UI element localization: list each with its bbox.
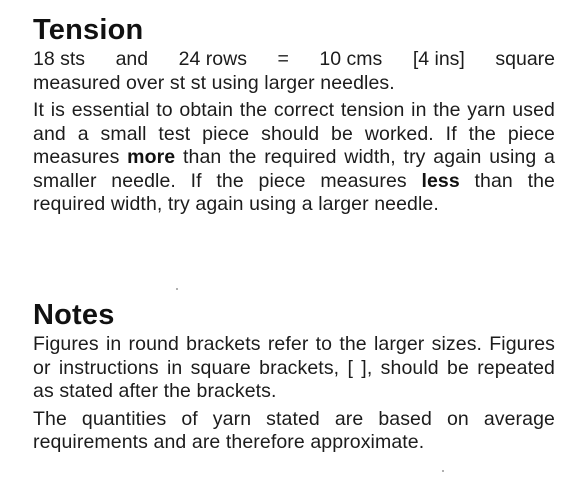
tension-heading: Tension — [33, 14, 144, 46]
gauge-imperial: [4 ins] — [412, 48, 465, 70]
gauge-stitches: 18 sts — [33, 48, 86, 70]
notes-quantities-paragraph: The quantities of yarn stated are based on average requirements and are therefore approximate. — [33, 407, 555, 453]
print-speck — [176, 288, 178, 290]
gauge-shape: square — [495, 48, 555, 70]
tension-gauge-line — [33, 48, 555, 72]
gauge-equals: = — [277, 48, 289, 70]
tension-gauge-line2: measured over st st using larger needles. — [33, 71, 395, 94]
print-speck — [442, 470, 444, 472]
gauge-and: and — [115, 48, 149, 70]
notes-heading: Notes — [33, 299, 115, 331]
emphasis-less: less — [421, 169, 460, 192]
gauge-size: 10 cms — [319, 48, 383, 70]
tension-section — [33, 12, 555, 221]
notes-brackets-paragraph: Figures in round brackets refer to the larger sizes. Figures or instructions in square brackets, [ ], should be repeated as stated after the brackets. — [33, 333, 555, 402]
gauge-rows: 24 rows — [178, 48, 247, 70]
emphasis-more: more — [127, 146, 176, 168]
notes-section — [33, 297, 555, 459]
tension-advice-paragraph: It is essential to obtain the correct tension in the yarn used and a small test piece should be worked. If the piece measures more than the required width, try again using a smaller needle. If the piece measures less than the required width, try again using a larger needle. — [33, 99, 555, 215]
